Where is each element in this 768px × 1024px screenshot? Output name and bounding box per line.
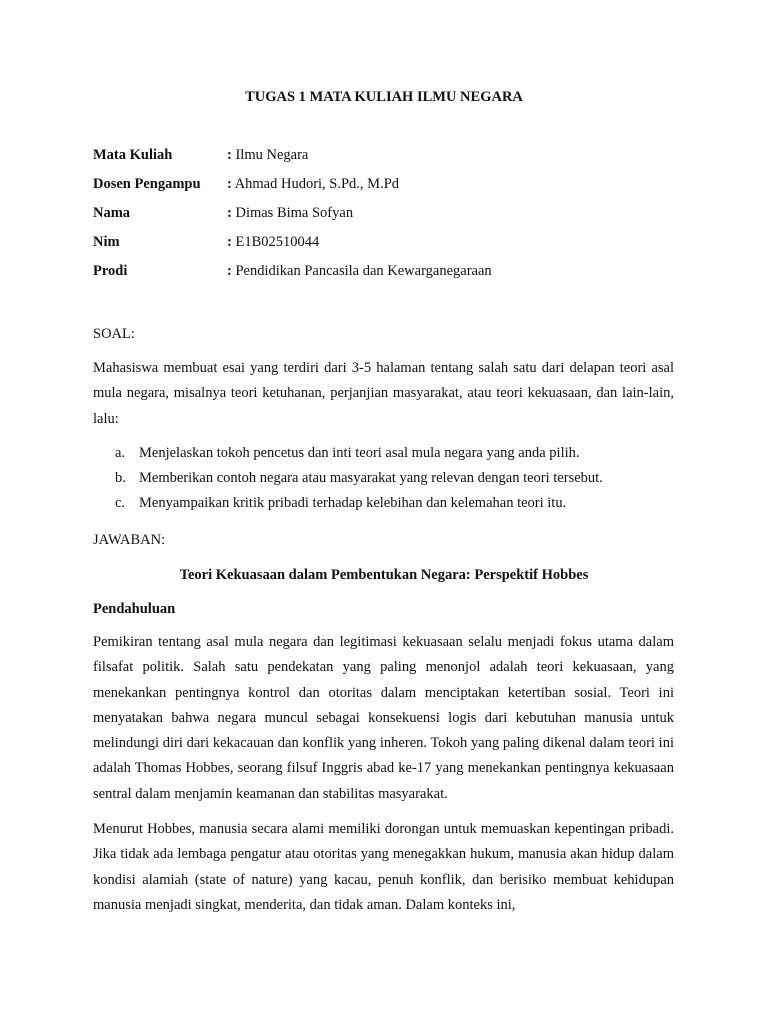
- list-marker: c.: [115, 495, 126, 511]
- list-marker: b.: [115, 470, 126, 486]
- info-value: Ahmad Hudori, S.Pd., M.Pd: [231, 176, 400, 192]
- info-colon: :: [227, 176, 232, 192]
- document-title: TUGAS 1 MATA KULIAH ILMU NEGARA: [245, 89, 523, 105]
- essay-title: Teori Kekuasaan dalam Pembentukan Negara: Perspektif Hobbes: [179, 567, 589, 583]
- info-value: Ilmu Negara: [231, 147, 309, 163]
- info-row-nama: [93, 204, 353, 222]
- info-label: Prodi: [93, 263, 128, 279]
- info-label: Nama: [93, 205, 131, 221]
- paragraph-2: Menurut Hobbes, manusia secara alami memiliki dorongan untuk memuaskan kepentingan pribadi. Jika tidak ada lembaga pengatur atau otoritas yang menegakkan hukum, manusia akan hidup dalam kondisi alamiah (state of nature) yang kacau, penuh konflik, dan berisiko membuat kehidupan manusia menjadi singkat, menderita, dan tidak aman. Dalam konteks ini,: [93, 821, 674, 913]
- jawaban-label: JAWABAN:: [93, 532, 166, 548]
- info-row-mata-kuliah: [93, 146, 308, 164]
- section-heading: Pendahuluan: [93, 601, 176, 617]
- info-row-dosen-pengampu: [93, 175, 399, 193]
- list-item-text: Menyampaikan kritik pribadi terhadap kelebihan dan kelemahan teori itu.: [139, 495, 567, 511]
- info-row-prodi: [93, 262, 492, 280]
- list-marker: a.: [115, 445, 126, 461]
- list-item: [93, 444, 674, 469]
- soal-list: [93, 444, 674, 519]
- info-row-nim: [93, 233, 319, 251]
- soal-label: SOAL:: [93, 326, 135, 342]
- info-value: Pendidikan Pancasila dan Kewarganegaraan: [231, 263, 492, 279]
- info-colon: :: [227, 234, 232, 250]
- info-label: Mata Kuliah: [93, 147, 173, 163]
- info-label: Dosen Pengampu: [93, 176, 201, 192]
- info-value: Dimas Bima Sofyan: [231, 205, 354, 221]
- info-value: E1B02510044: [231, 234, 320, 250]
- list-item-text: Memberikan contoh negara atau masyarakat yang relevan dengan teori tersebut.: [139, 470, 603, 486]
- list-item: [93, 469, 674, 494]
- soal-intro: Mahasiswa membuat esai yang terdiri dari 3-5 halaman tentang salah satu dari delapan teori asal mula negara, misalnya teori ketuhanan, perjanjian masyarakat, atau teori kekuasaan, dan lain-lain, lalu:: [93, 360, 674, 427]
- info-colon: :: [227, 205, 232, 221]
- list-item: [93, 494, 674, 519]
- info-colon: :: [227, 263, 232, 279]
- list-item-text: Menjelaskan tokoh pencetus dan inti teori asal mula negara yang anda pilih.: [139, 445, 580, 461]
- info-label: Nim: [93, 234, 120, 250]
- paragraph-1: Pemikiran tentang asal mula negara dan legitimasi kekuasaan selalu menjadi fokus utama dalam filsafat politik. Salah satu pendekatan yang paling menonjol adalah teori kekuasaan, yang menekankan pentingnya kontrol dan otoritas dalam menciptakan ketertiban sosial. Teori ini menyatakan bahwa negara muncul sebagai konsekuensi logis dari kebutuhan manusia untuk melindungi diri dari kekacauan dan konflik yang inheren. Tokoh yang paling dikenal dalam teori ini adalah Thomas Hobbes, seorang filsuf Inggris abad ke-17 yang menekankan pentingnya kekuasaan sentral dalam menjamin keamanan dan stabilitas masyarakat.: [93, 634, 674, 802]
- info-colon: :: [227, 147, 232, 163]
